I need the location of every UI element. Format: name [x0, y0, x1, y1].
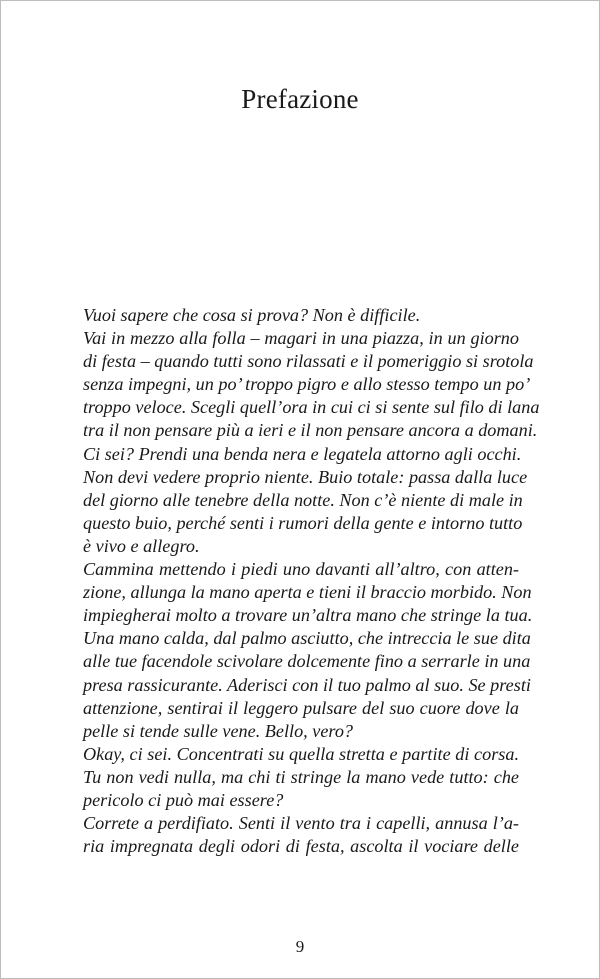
text-line: di festa – quando tutti sono rilassati e il pomeriggio si srotola: [83, 351, 534, 372]
text-line: pericolo ci può mai essere?: [83, 789, 284, 810]
text-line: senza impegni, un po’ troppo pigro e allo stesso tempo un po’: [83, 374, 531, 395]
text-line: Correte a perdifiato. Senti il vento tra i capelli, annusa l’a-: [83, 813, 519, 834]
text-line: Una mano calda, dal palmo asciutto, che intreccia le sue dita: [83, 628, 531, 649]
text-line: Ci sei? Prendi una benda nera e legatela attorno agli occhi.: [83, 443, 522, 464]
text-line: Vuoi sapere che cosa si prova? Non è difficile.: [83, 305, 421, 325]
text-line: è vivo e allegro.: [83, 535, 200, 556]
text-line: pelle si tende sulle vene. Bello, vero?: [83, 720, 354, 741]
text-line: Vai in mezzo alla folla – magari in una piazza, in un giorno: [83, 328, 519, 349]
text-line: impiegherai molto a trovare un’altra mano che stringe la tua.: [83, 605, 533, 626]
text-line: alle tue facendole scivolare dolcemente fino a serrarle in una: [83, 651, 531, 672]
body-text: [83, 304, 540, 858]
text-line: ria impregnata degli odori di festa, ascolta il vociare delle: [83, 836, 519, 857]
text-line: Non devi vedere proprio niente. Buio totale: passa dalla luce: [83, 466, 528, 487]
text-line: questo buio, perché senti i rumori della gente e intorno tutto: [83, 512, 523, 533]
text-line: presa rassicurante. Aderisci con il tuo palmo al suo. Se presti: [83, 674, 531, 695]
page-number: 9: [295, 937, 305, 956]
text-line: Okay, ci sei. Concentrati su quella stretta e partite di corsa.: [83, 743, 519, 764]
text-line: Tu non vedi nulla, ma chi ti stringe la mano vede tutto: che: [83, 766, 519, 787]
text-line: attenzione, sentirai il leggero pulsare del suo cuore dove la: [83, 697, 519, 718]
text-line: tra il non pensare più a ieri e il non pensare ancora a domani.: [83, 420, 538, 441]
text-line: zione, allunga la mano aperta e tieni il braccio morbido. Non: [83, 582, 532, 603]
text-line: Cammina mettendo i piedi uno davanti all’altro, con atten-: [83, 559, 519, 580]
text-line: del giorno alle tenebre della notte. Non c’è niente di male in: [83, 489, 523, 510]
text-line: troppo veloce. Scegli quell’ora in cui ci si sente sul filo di lana: [83, 397, 540, 418]
chapter-title: Prefazione: [241, 84, 359, 114]
